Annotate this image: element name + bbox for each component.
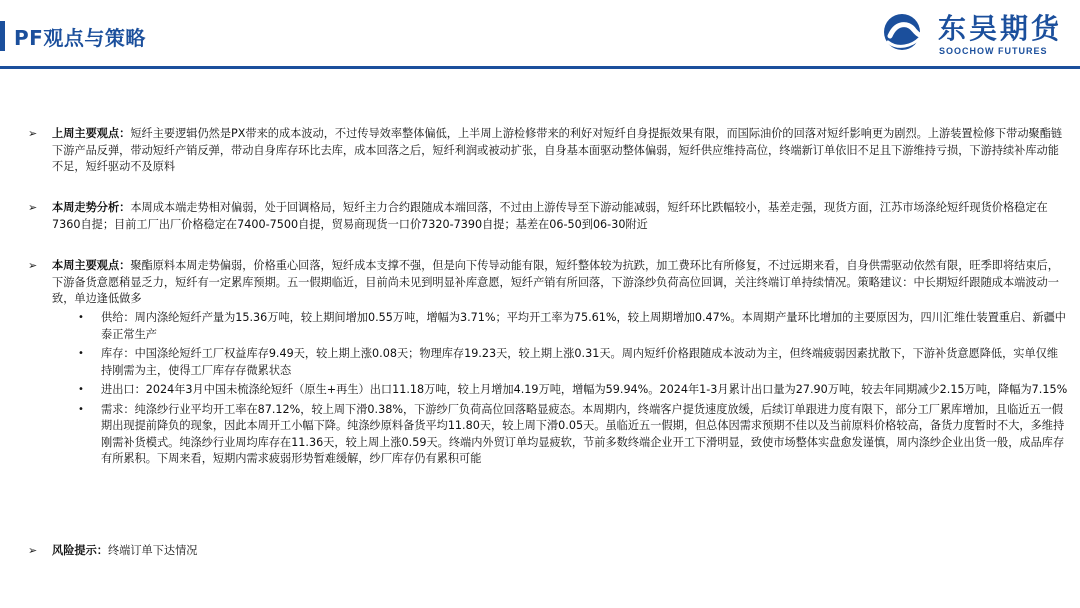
logo-chinese-text: 东吴期货 bbox=[938, 12, 1063, 45]
detail-text: 库存：中国涤纶短纤工厂权益库存9.49天，较上期上涨0.08天；物理库存19.23天，较上期上涨0.31天。周内短纤价格跟随成本波动为主，但终端疲弱因素扰散下，下游补货意愿降低，实单仅维持刚需为主，使得工厂库存存微累状态 bbox=[101, 347, 1059, 377]
section-text: 短纤主要逻辑仍然是PX带来的成本波动，不过传导效率整体偏低，上半周上游检修带来的利好对短纤自身提振效果有限，而国际油价的回落对短纤影响更为剧烈。上游装置检修下带动聚酯链下游产品反弹，带动短纤产销反弹，带动自身库存环比去库，成本回落之后，短纤利润或被动扩张，自身基本面驱动整体偏弱，短纤供应维持高位，终端新订单依旧不足且下游维持亏损，下游持续补库动能不足，短纤驱动不及原料 bbox=[52, 127, 1063, 173]
detail-text: 进出口：2024年3月中国未梳涤纶短纤（原生+再生）出口11.18万吨，较上月增加4.19万吨，增幅为59.94%。2024年1-3月累计出口量为27.90万吨，较去年同期减少2.15万吨，降幅为7.15% bbox=[101, 383, 1068, 396]
arrow-bullet-icon: ➢ bbox=[28, 544, 38, 557]
bullet-dot-icon: • bbox=[78, 348, 84, 359]
section-weekly-trend bbox=[28, 200, 1068, 233]
arrow-bullet-icon: ➢ bbox=[28, 259, 38, 272]
detail-text: 供给：周内涤纶短纤产量为15.36万吨，较上期间增加0.55万吨，增幅为3.71%；平均开工率为75.61%，较上周期增加0.47%。本周期产量环比增加的主要原因为，四川汇维仕装置重启、新疆中泰正常生产 bbox=[101, 311, 1066, 341]
detail-demand bbox=[78, 402, 1068, 468]
section-this-week-view bbox=[28, 258, 1068, 308]
section-heading: 本周走势分析： bbox=[52, 201, 131, 214]
section-text: 本周成本端走势相对偏弱，处于回调格局，短纤主力合约跟随成本端回落，不过由上游传导至下游动能减弱，短纤环比跌幅较小，基差走强，现货方面，江苏市场涤纶短纤现货价格稳定在7360自提；目前工厂出厂价格稳定在7400-7500自提，贸易商现货一口价7320-7390自提；基差在06-50到06-30附近 bbox=[52, 201, 1048, 231]
header-divider bbox=[0, 66, 1080, 69]
detail-import-export bbox=[78, 382, 1068, 399]
section-heading: 上周主要观点： bbox=[52, 127, 131, 140]
bullet-dot-icon: • bbox=[78, 403, 84, 415]
company-logo bbox=[882, 12, 1072, 58]
detail-list bbox=[78, 310, 1068, 471]
detail-text: 需求：纯涤纱行业平均开工率在87.12%，较上周下滑0.38%，下游纱厂负荷高位回落略显疲态。本周期内，终端客户提货速度放缓，后续订单跟进力度有限下，部分工厂累库增加，且临近五一假期出现提前降负的现象，因此本周开工小幅下降。纯涤纱原料备货平均11.80天，较上周下滑0.05天。虽临近五一假期，但总体因需求预期不佳以及当前原料价格较高，备货力度暂时不大，多维持刚需补货模式。纯涤纱行业周均库存在11.36天，较上周上涨0.59天。终端内外贸订单均显疲软，节前多数终端企业开工下滑明显，致使市场整体实盘愈发谨慎，周内涤纱企业出货一般，成品库存有所累积。下周来看，短期内需求疲弱形势暂难缓解，纱厂库存仍有累积可能 bbox=[101, 402, 1065, 465]
title-accent-bar bbox=[0, 21, 5, 51]
section-heading: 本周主要观点： bbox=[52, 259, 131, 272]
bullet-dot-icon: • bbox=[78, 384, 84, 395]
section-text: 终端订单下达情况 bbox=[107, 544, 198, 557]
detail-inventory bbox=[78, 346, 1068, 379]
detail-supply bbox=[78, 310, 1068, 343]
logo-english-text: SOOCHOW FUTURES bbox=[939, 46, 1048, 56]
logo-mark-icon bbox=[882, 12, 934, 52]
arrow-bullet-icon: ➢ bbox=[28, 127, 38, 140]
bullet-dot-icon: • bbox=[78, 312, 84, 323]
section-risk-warning bbox=[28, 543, 197, 560]
page-title: PF观点与策略 bbox=[14, 26, 146, 50]
arrow-bullet-icon: ➢ bbox=[28, 201, 38, 214]
section-text: 聚酯原料本周走势偏弱，价格重心回落，短纤成本支撑不强，但是向下传导动能有限，短纤整体较为抗跌，加工费环比有所修复，不过远期来看，自身供需驱动依然有限，旺季即将结束后，下游备货意愿稍显乏力，短纤有一定累库预期。五一假期临近，目前尚未见到明显补库意愿，短纤产销有所回落，下游涤纱负荷高位回调，关注终端订单持续情况。策略建议：中长期短纤跟随成本端波动一致，单边逢低做多 bbox=[52, 259, 1059, 305]
section-heading: 风险提示： bbox=[52, 544, 108, 557]
section-last-week-view bbox=[28, 126, 1068, 176]
